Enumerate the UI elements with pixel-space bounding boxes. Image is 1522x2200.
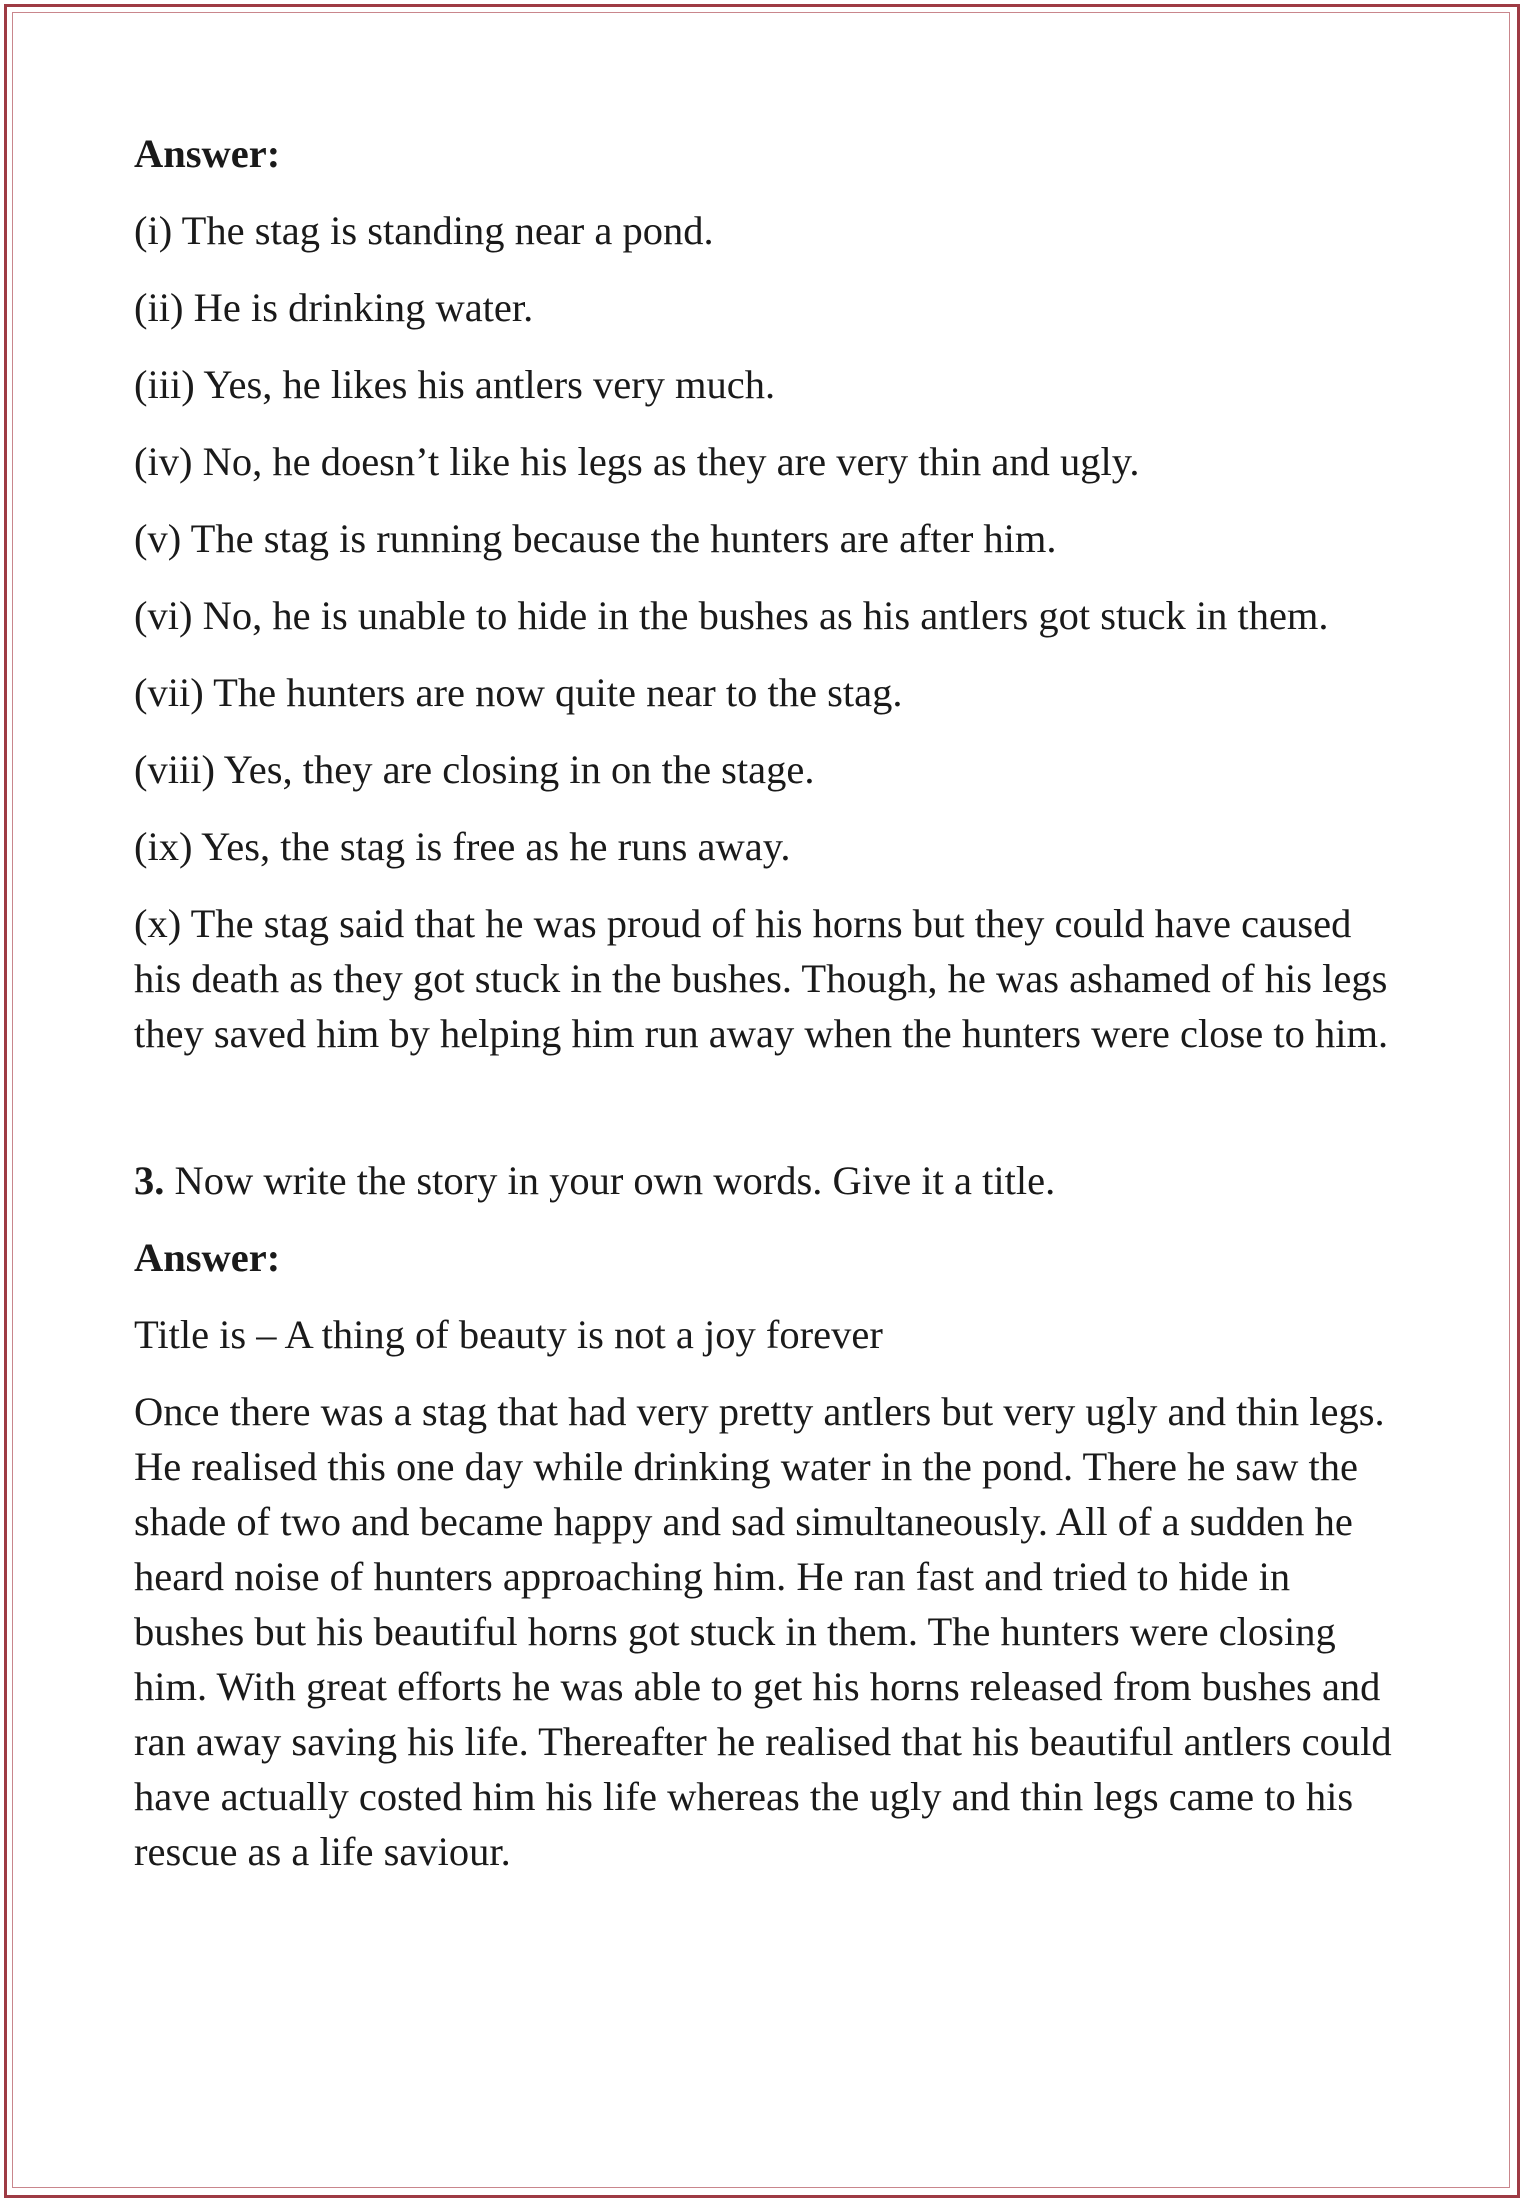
question-number: 3.	[134, 1158, 165, 1203]
answer-item-viii: (viii) Yes, they are closing in on the stage.	[134, 747, 815, 792]
question-text: Now write the story in your own words. Give it a title.	[164, 1158, 1056, 1203]
answer-item-iv: (iv) No, he doesn’t like his legs as they are very thin and ugly.	[134, 439, 1140, 484]
answer-heading: Answer:	[134, 131, 281, 176]
answer-item-i: (i) The stag is standing near a pond.	[134, 208, 714, 253]
answer-item-x: (x) The stag said that he was proud of his horns but they could have caused his death as they got stuck in the bushes. Though, he was ashamed of his legs they saved him by helping him run away when the hunters were close to him.	[134, 901, 1389, 1056]
answer-heading-2: Answer:	[134, 1235, 281, 1280]
answer-item-vii: (vii) The hunters are now quite near to the stag.	[134, 670, 903, 715]
answer-item-iii: (iii) Yes, he likes his antlers very much.	[134, 362, 776, 407]
answer-item-ix: (ix) Yes, the stag is free as he runs away.	[134, 824, 791, 869]
story-title: Title is – A thing of beauty is not a joy forever	[134, 1312, 883, 1357]
answer-item-v: (v) The stag is running because the hunters are after him.	[134, 516, 1057, 561]
answer-item-vi: (vi) No, he is unable to hide in the bushes as his antlers got stuck in them.	[134, 593, 1329, 638]
document-body	[134, 126, 1394, 1879]
story-paragraph: Once there was a stag that had very pretty antlers but very ugly and thin legs. He realised this one day while drinking water in the pond. There he saw the shade of two and became happy and sad simultaneously. All of a sudden he heard noise of hunters approaching him. He ran fast and tried to hide in bushes but his beautiful horns got stuck in them. The hunters were closing him. With great efforts he was able to get his horns released from bushes and ran away saving his life. Thereafter he realised that his beautiful antlers could have actually costed him his life whereas the ugly and thin legs came to his rescue as a life saviour.	[134, 1389, 1392, 1874]
answer-item-ii: (ii) He is drinking water.	[134, 285, 534, 330]
question-3	[134, 1153, 1394, 1208]
